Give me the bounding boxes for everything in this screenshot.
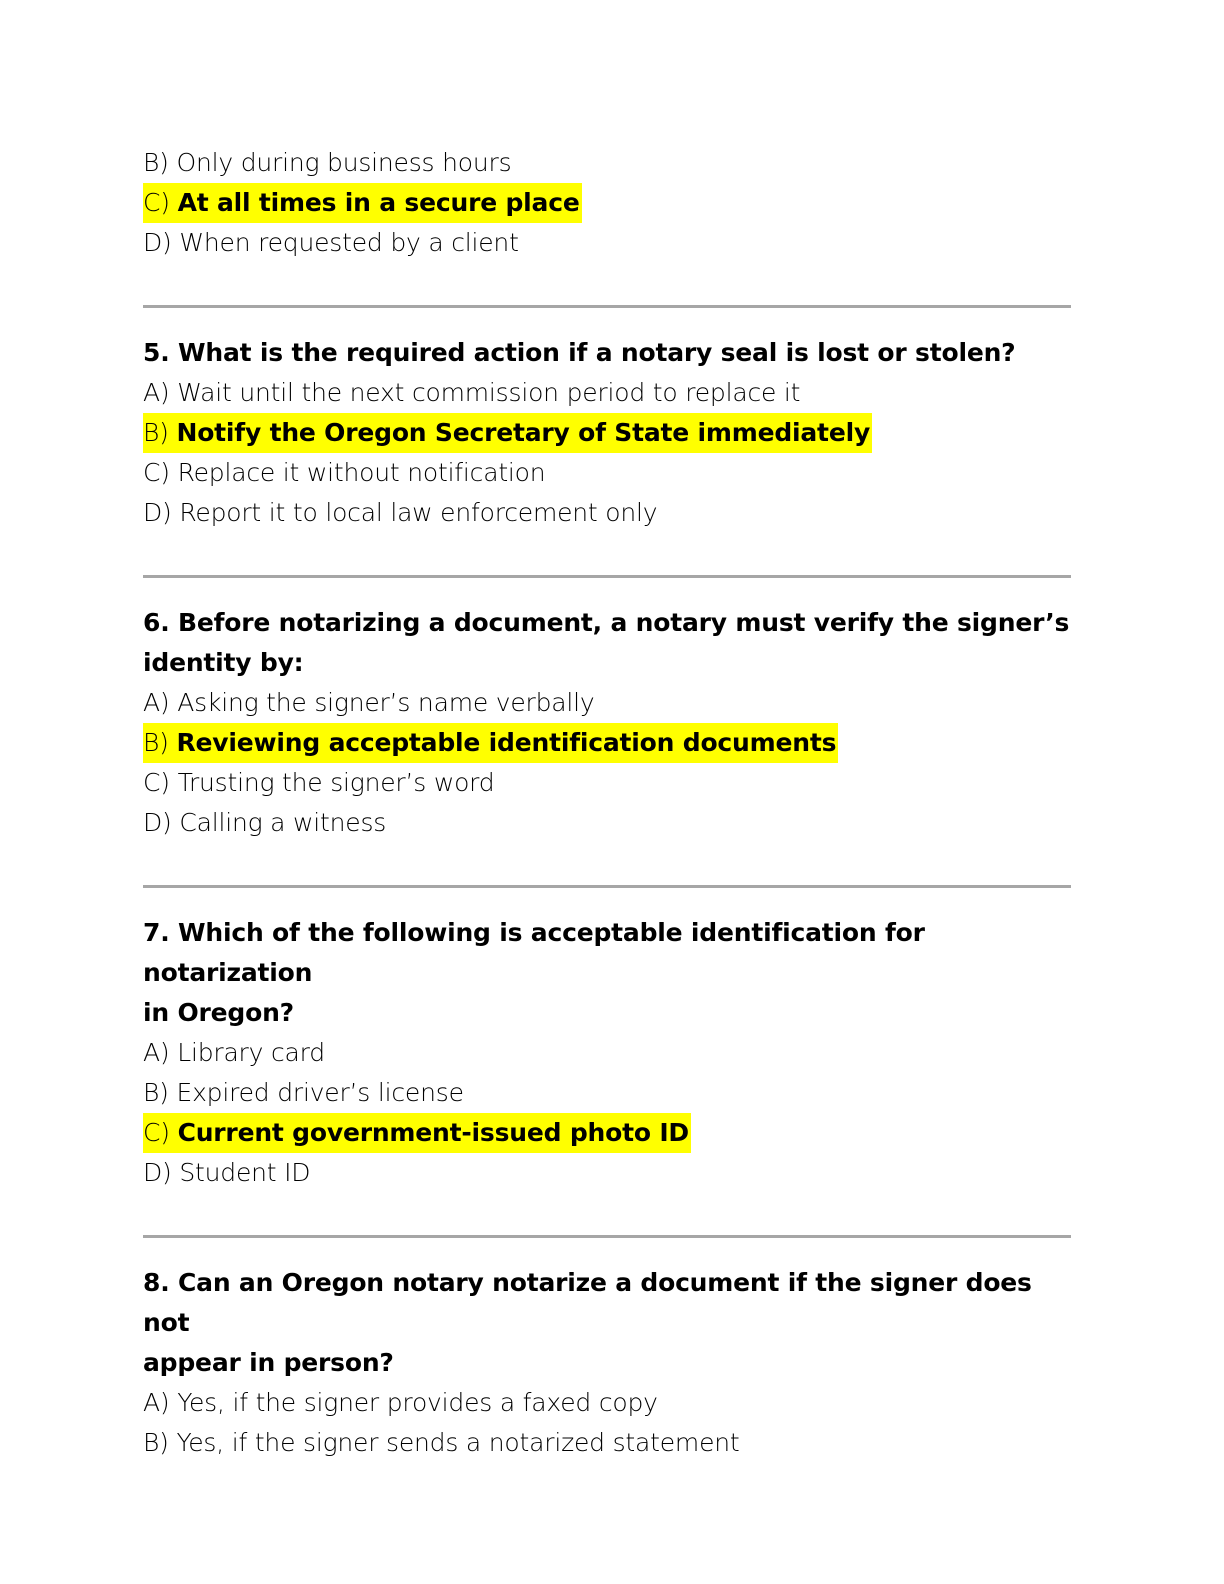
option-5a: A) Wait until the next commission period to replace it <box>143 378 801 407</box>
quiz-page <box>143 143 1071 1463</box>
question-6-text-line2: identity by: <box>143 648 304 677</box>
option-7a: A) Library card <box>143 1038 325 1067</box>
option-6d: D) Calling a witness <box>143 808 387 837</box>
question-6 <box>143 603 1071 843</box>
option-6a: A) Asking the signer’s name verbally <box>143 688 595 717</box>
question-8-text-line2: appear in person? <box>143 1348 394 1377</box>
option-5d: D) Report it to local law enforcement only <box>143 498 658 527</box>
answer-highlight: C) At all times in a secure place <box>143 183 582 223</box>
option-4d: D) When requested by a client <box>143 228 519 257</box>
option-6b-correct <box>143 723 1071 763</box>
question-8 <box>143 1263 1071 1463</box>
option-4c-correct <box>143 183 1071 223</box>
option-6c: C) Trusting the signer’s word <box>143 768 495 797</box>
question-5 <box>143 333 1071 533</box>
question-6-text-line1: 6. Before notarizing a document, a notary must verify the signer’s <box>143 608 1070 637</box>
answer-highlight: B) Notify the Oregon Secretary of State immediately <box>143 413 872 453</box>
answer-highlight: B) Reviewing acceptable identification documents <box>143 723 838 763</box>
option-8b: B) Yes, if the signer sends a notarized statement <box>143 1428 740 1457</box>
option-4b: B) Only during business hours <box>143 148 512 177</box>
option-7d: D) Student ID <box>143 1158 311 1187</box>
question-7-text-line2: in Oregon? <box>143 998 294 1027</box>
question-8-text-line1: 8. Can an Oregon notary notarize a document if the signer does not <box>143 1268 1032 1337</box>
option-7c-correct <box>143 1113 1071 1153</box>
option-7b: B) Expired driver’s license <box>143 1078 464 1107</box>
answer-highlight: C) Current government-issued photo ID <box>143 1113 691 1153</box>
option-8a: A) Yes, if the signer provides a faxed copy <box>143 1388 658 1417</box>
question-5-text: 5. What is the required action if a notary seal is lost or stolen? <box>143 338 1016 367</box>
question-7-text-line1: 7. Which of the following is acceptable identification for notarization <box>143 918 925 987</box>
option-5b-correct <box>143 413 1071 453</box>
option-5c: C) Replace it without notification <box>143 458 546 487</box>
question-7 <box>143 913 1071 1193</box>
question-4-options <box>143 143 1071 263</box>
